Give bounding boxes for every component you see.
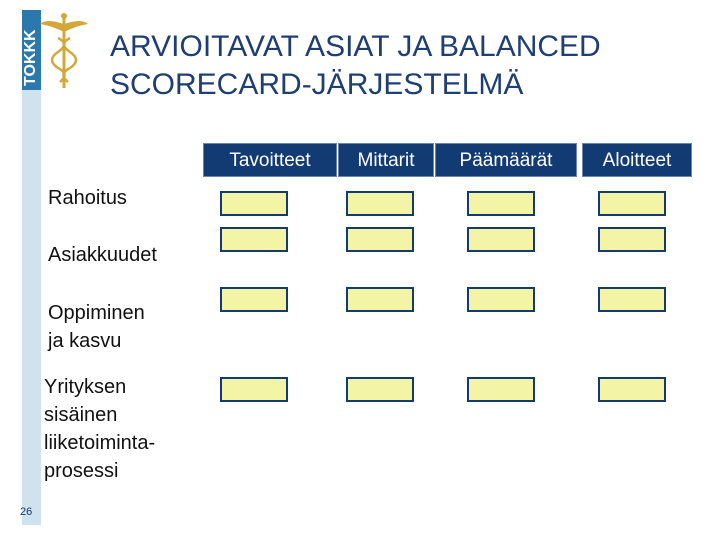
- column-header-tavoitteet: Tavoitteet: [203, 143, 337, 177]
- column-header-paamaarat: Päämäärät: [435, 143, 577, 177]
- cell-box: [220, 227, 288, 252]
- row-label-yrityksen: [44, 373, 155, 485]
- slide-title: [110, 28, 710, 104]
- row-label-line: sisäinen: [44, 404, 118, 426]
- title-line-2: SCORECARD-JÄRJESTELMÄ: [110, 68, 524, 101]
- cell-box: [467, 227, 535, 252]
- cell-box: [346, 377, 414, 402]
- cell-box: [220, 287, 288, 312]
- row-label-rahoitus: [48, 184, 127, 212]
- row-label-oppiminen: [48, 299, 145, 355]
- cell-box: [598, 287, 666, 312]
- logo: [18, 10, 98, 92]
- cell-box: [467, 377, 535, 402]
- side-bar: [22, 90, 41, 525]
- cell-box: [220, 377, 288, 402]
- row-label-line: Yrityksen: [44, 376, 127, 398]
- cell-box: [598, 191, 666, 216]
- page-number: 26: [20, 506, 33, 518]
- row-label-line: Asiakkuudet: [48, 244, 157, 266]
- row-label-line: ja kasvu: [48, 330, 122, 352]
- row-label-line: Rahoitus: [48, 187, 127, 209]
- row-label-line: Oppiminen: [48, 302, 145, 324]
- cell-box: [346, 227, 414, 252]
- cell-box: [598, 227, 666, 252]
- cell-box: [346, 287, 414, 312]
- column-header-mittarit: Mittarit: [338, 143, 434, 177]
- caduceus-icon: [40, 13, 88, 88]
- row-label-line: liiketoiminta-: [44, 432, 156, 454]
- cell-box: [346, 191, 414, 216]
- cell-box: [467, 287, 535, 312]
- title-line-1: ARVIOITAVAT ASIAT JA BALANCED: [110, 30, 601, 63]
- row-label-line: prosessi: [44, 460, 119, 482]
- logo-text: TOKKK: [22, 29, 39, 86]
- cell-box: [220, 191, 288, 216]
- row-label-asiakkuudet: [48, 241, 157, 269]
- cell-box: [598, 377, 666, 402]
- column-header-aloitteet: Aloitteet: [582, 143, 692, 177]
- cell-box: [467, 191, 535, 216]
